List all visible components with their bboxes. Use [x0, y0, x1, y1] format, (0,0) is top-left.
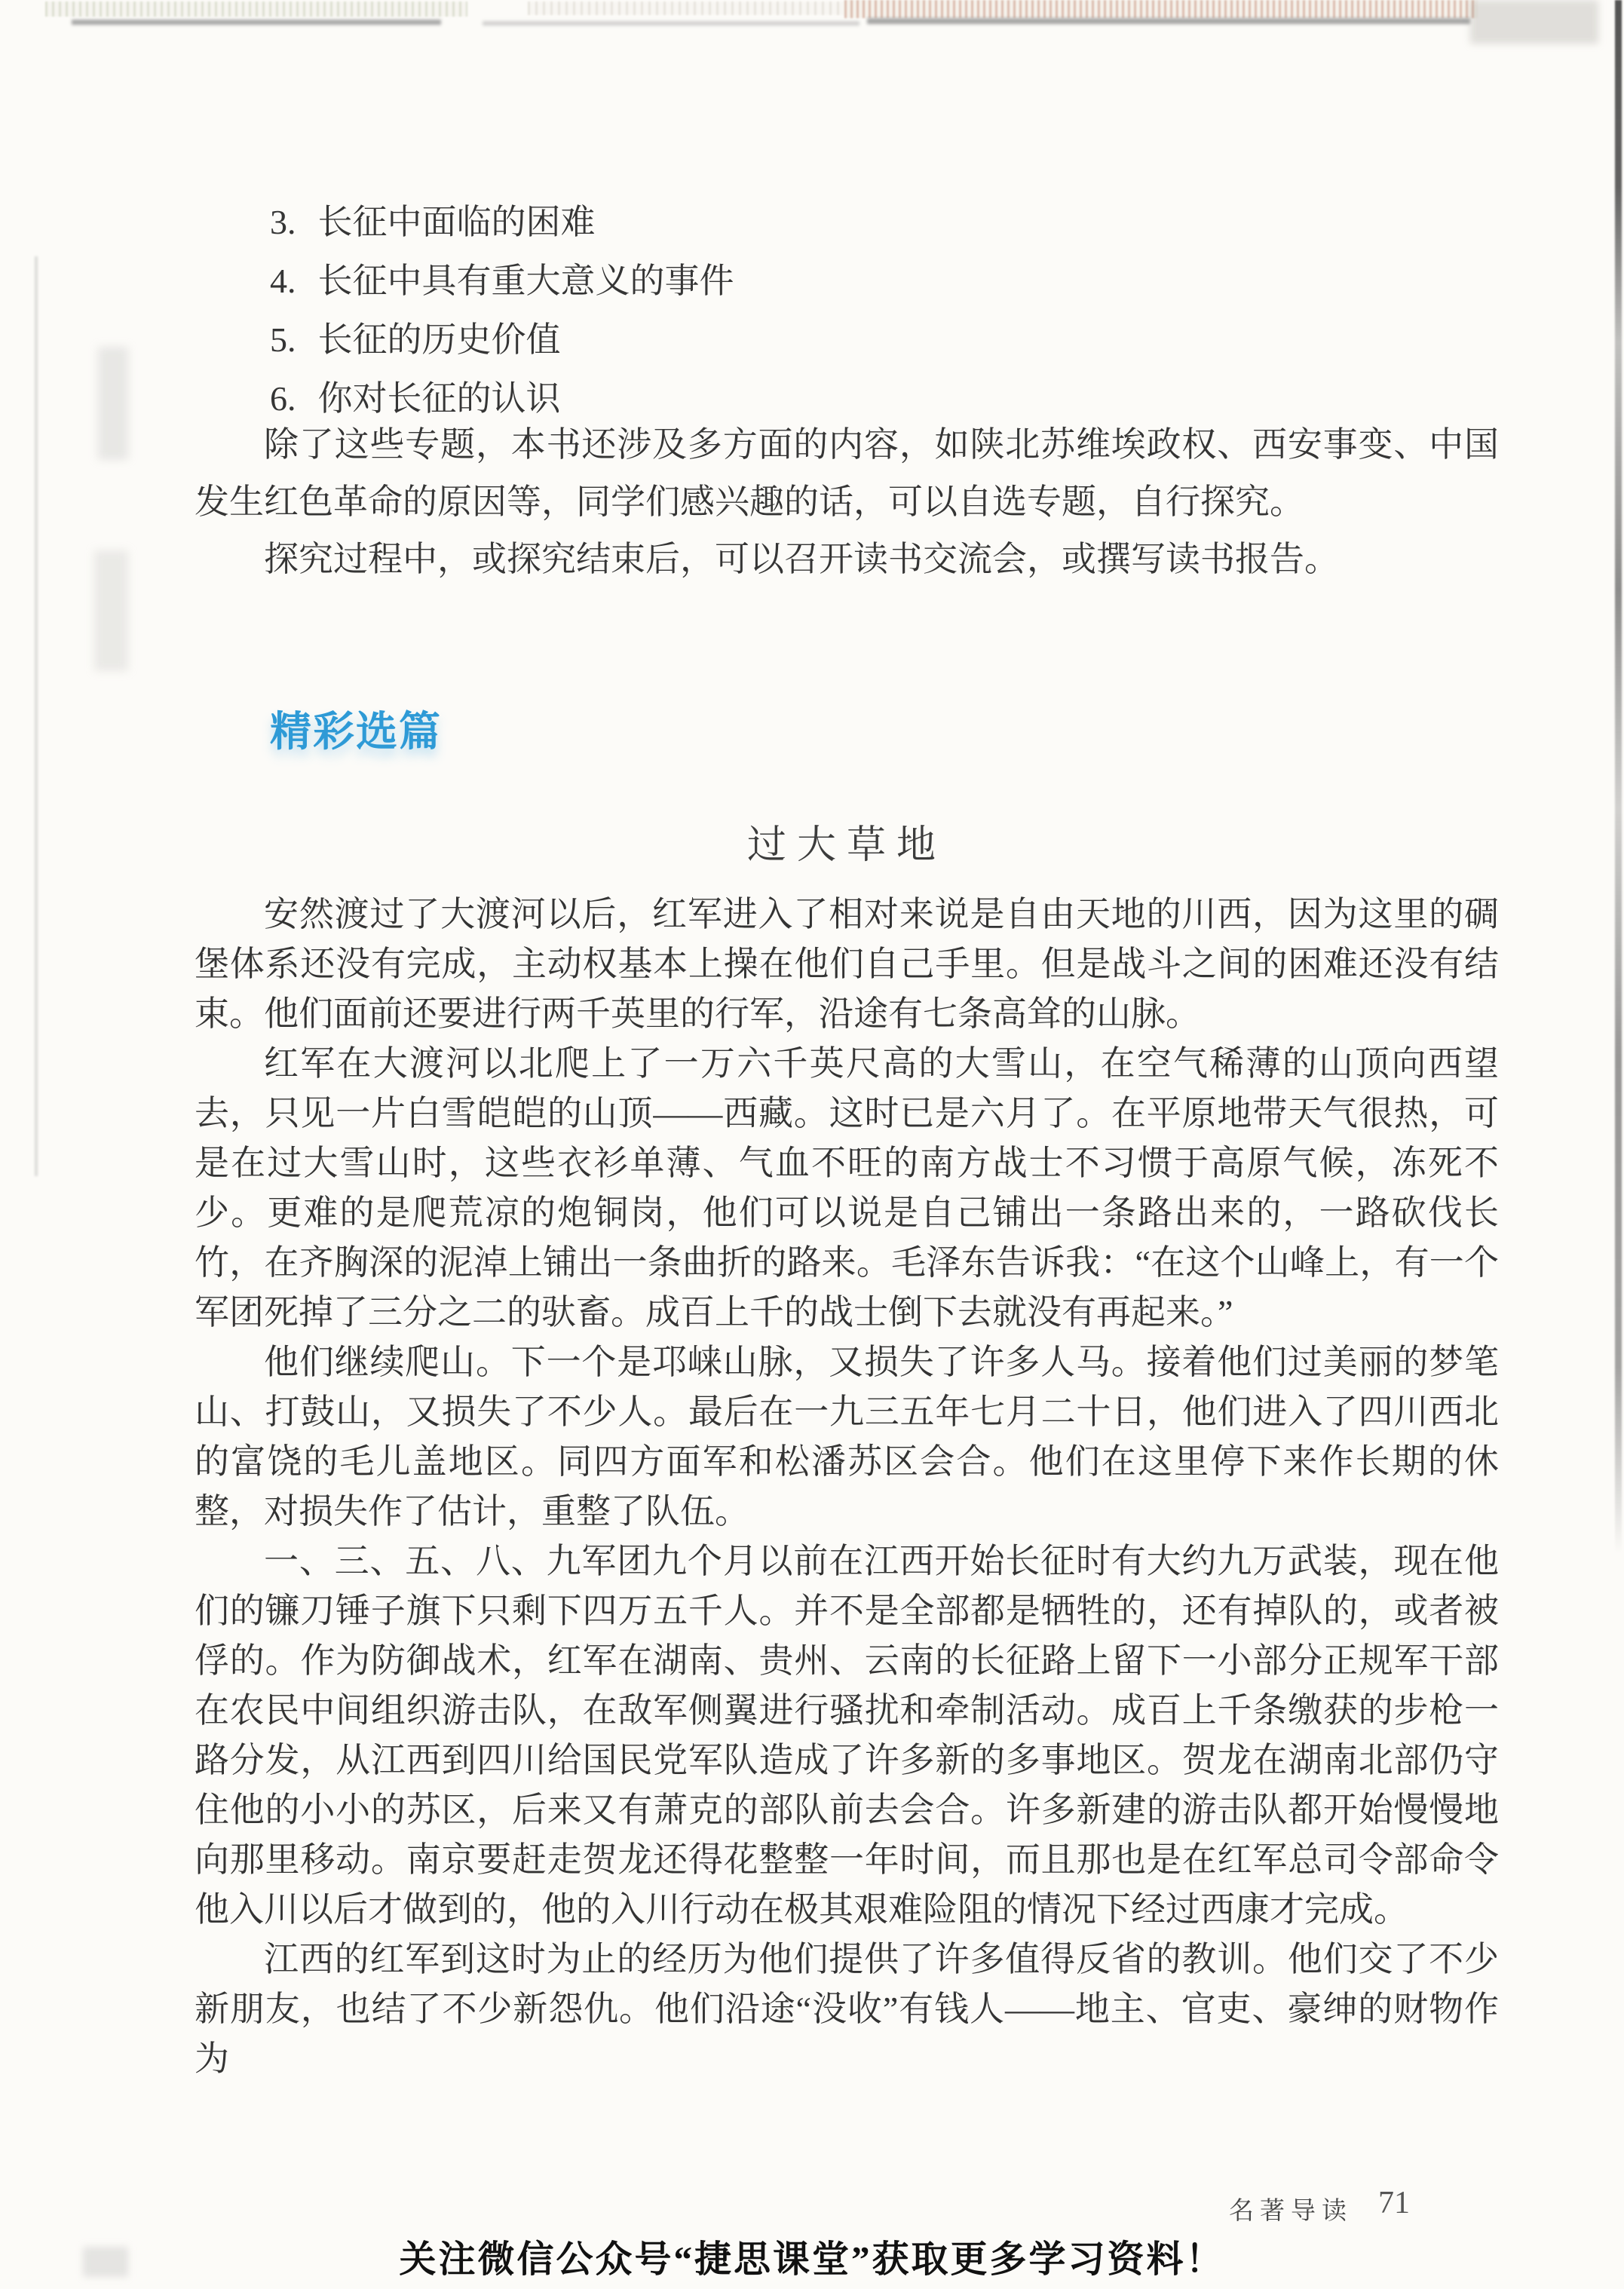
scan-artifact-top-line: [483, 21, 859, 26]
article-paragraph: 一、三、五、八、九军团九个月以前在江西开始长征时有大约九万武装，现在他们的镰刀锤子旗下只剩下四万五千人。并不是全部都是牺牲的，还有掉队的，或者被俘的。作为防御战术，红军在湖南、贵州、云南的长征路上留下一小部分正规军干部在农民中间组织游击队，在敌军侧翼进行骚扰和牵制活动。成百上千条缴获的步枪一路分发，从江西到四川给国民党军队造成了许多新的多事地区。贺龙在湖南北部仍守住他的小小的苏区，后来又有萧克的部队前去会合。许多新建的游击队都开始慢慢地向那里移动。南京要赶走贺龙还得花整整一年时间，而且那也是在红军总司令部命令他入川以后才做到的，他的入川行动在极其艰难险阻的情况下经过西康才完成。: [195, 1542, 1499, 1929]
scan-artifact-left-smudge: [98, 347, 128, 460]
section-heading: 精彩选篇: [270, 709, 443, 755]
scan-artifact-right-edge-line: [1615, 0, 1622, 1553]
topic-item-number: 3.: [270, 203, 296, 241]
topic-list-item: [270, 193, 1491, 252]
article-body: [195, 890, 1499, 2084]
scan-artifact-top-ghost-red: [844, 0, 1478, 18]
article-paragraph: 江西的红军到这时为止的经历为他们提供了许多值得反省的教训。他们交了不少新朋友，也结了不少新怨仇。他们沿途“没收”有钱人——地主、官吏、豪绅的财物作为: [195, 1940, 1499, 2078]
topic-item-number: 5.: [270, 320, 296, 359]
topic-item-text: 你对长征的认识: [317, 379, 561, 418]
article-title: 过大草地: [746, 824, 946, 867]
article-paragraph: 安然渡过了大渡河以后，红军进入了相对来说是自由天地的川西，因为这里的碉堡体系还没有完成，主动权基本上操在他们自己手里。但是战斗之间的困难还没有结束。他们面前还要进行两千英里的行军，沿途有七条高耸的山脉。: [195, 895, 1499, 1033]
scan-artifact-top-ghost-mid: [528, 2, 844, 15]
scan-artifact-top-line: [72, 20, 441, 25]
article-paragraph: 他们继续爬山。下一个是邛崃山脉，又损失了许多人马。接着他们过美丽的梦笔山、打鼓山，又损失了不少人。最后在一九三五年七月二十日，他们进入了四川西北的富饶的毛儿盖地区。同四方面军和松潘苏区会合。他们在这里停下来作长期的休整，对损失作了估计，重整了队伍。: [195, 1343, 1499, 1531]
page-footer: [0, 2185, 1624, 2230]
topic-item-text: 长征中面临的困难: [317, 203, 596, 241]
topic-item-number: 4.: [270, 262, 296, 300]
intro-paragraph: 除了这些专题，本书还涉及多方面的内容，如陕北苏维埃政权、西安事变、中国发生红色革命的原因等，同学们感兴趣的话，可以自选专题，自行探究。: [195, 425, 1499, 521]
topic-list: [270, 193, 1491, 428]
topic-item-number: 6.: [270, 379, 296, 418]
scan-artifact-top-line: [867, 18, 1470, 24]
footer-page-number: 71: [1378, 2186, 1410, 2220]
topic-item-text: 长征的历史价值: [317, 320, 561, 359]
topic-item-text: 长征中具有重大意义的事件: [317, 262, 734, 300]
topic-list-item: [270, 252, 1491, 311]
scan-artifact-right-smudge: [1470, 0, 1598, 44]
article-paragraph: 红军在大渡河以北爬上了一万六千英尺高的大雪山，在空气稀薄的山顶向西望去，只见一片白雪皑皑的山顶——西藏。这时已是六月了。在平原地带天气很热，可是在过大雪山时，这些衣衫单薄、气血不旺的南方战士不习惯于高原气候，冻死不少。更难的是爬荒凉的炮铜岗，他们可以说是自己铺出一条路出来的，一路砍伐长竹，在齐胸深的泥淖上铺出一条曲折的路来。毛泽东告诉我：“在这个山峰上，有一个军团死掉了三分之二的驮畜。成百上千的战士倒下去就没有再起来。”: [195, 1044, 1499, 1331]
topic-list-item: [270, 311, 1491, 369]
promo-banner-text: 关注微信公众号“捷思课堂”获取更多学习资料！: [399, 2238, 1225, 2280]
intro-block: [195, 416, 1499, 588]
scan-artifact-left-smudge: [94, 550, 128, 671]
footer-section-name: 名著导读: [1229, 2198, 1353, 2225]
scan-artifact-top-ghost-left: [45, 2, 467, 17]
intro-paragraph: 探究过程中，或探究结束后，可以召开读书交流会，或撰写读书报告。: [264, 540, 1339, 578]
scan-artifact-left-edge-line: [35, 256, 38, 1176]
